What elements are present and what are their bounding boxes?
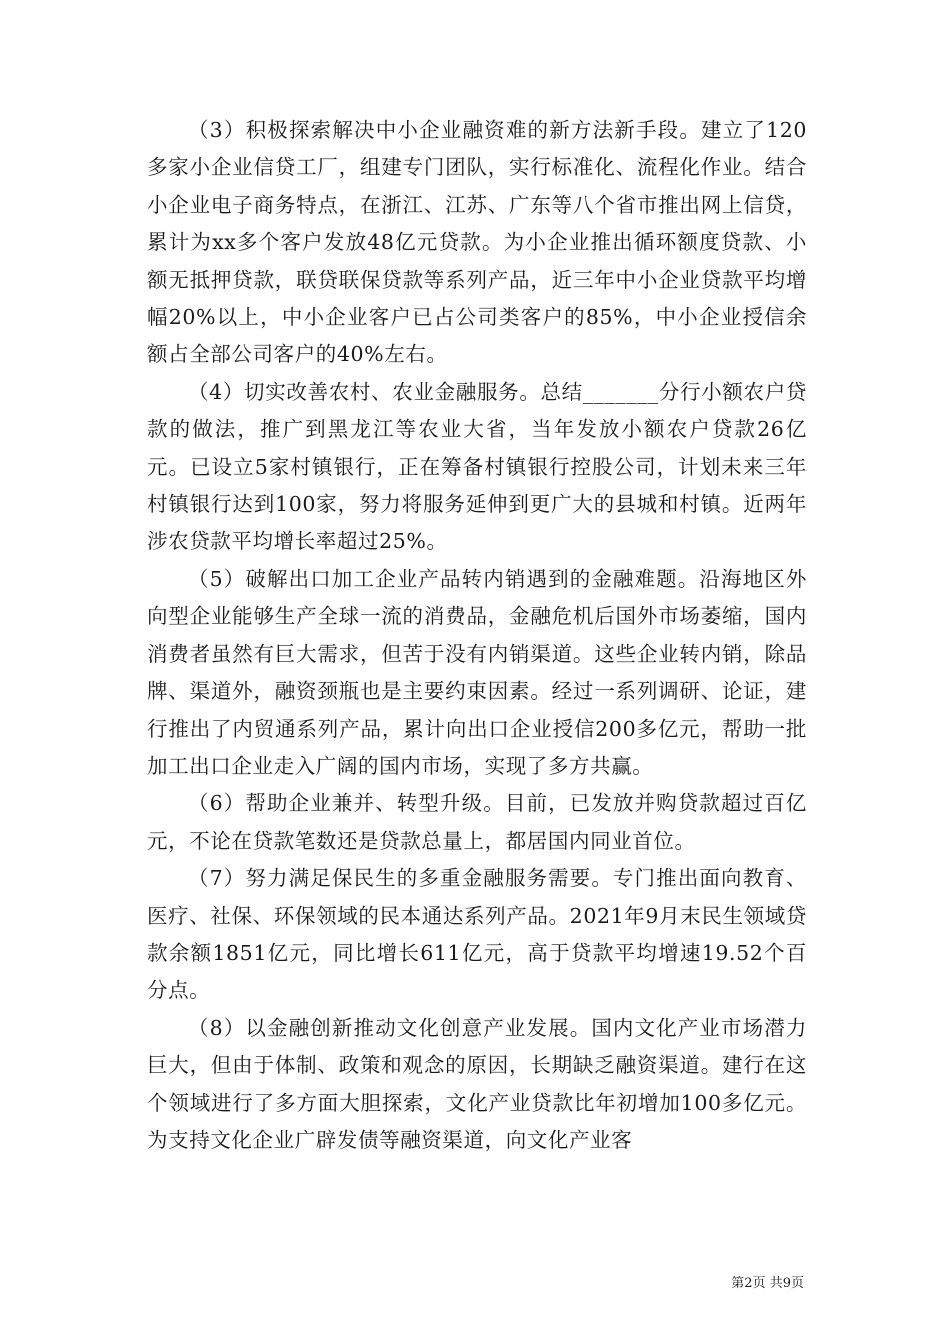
footer-total-pages: 9 <box>782 1276 791 1291</box>
paragraph-7: （7）努力满足保民生的多重金融服务需要。专门推出面向教育、医疗、社保、环保领域的民本通达系列产品。2021年9月末民生领域贷款余额1851亿元，同比增长611亿元，高于贷款平均增速19.52个百分点。 <box>147 866 807 1003</box>
paragraph-5: （5）破解出口加工企业产品转内销遇到的金融难题。沿海地区外向型企业能够生产全球一流的消费品，金融危机后国外市场萎缩，国内消费者虽然有巨大需求，但苦于没有内销渠道。这些企业转内销，除品牌、渠道外，融资颈瓶也是主要约束因素。经过一系列调研、论证，建行推出了内贸通系列产品，累计向出口企业授信200多亿元，帮助一批加工出口企业走入广阔的国内市场，实现了多方共赢。 <box>147 566 807 778</box>
paragraph-6: （6）帮助企业兼并、转型升级。目前，已发放并购贷款超过百亿元，不论在贷款笔数还是贷款总量上，都居国内同业首位。 <box>147 791 807 853</box>
paragraph-4: （4）切实改善农村、农业金融服务。总结_______分行小额农户贷款的做法，推广到黑龙江等农业大省，当年发放小额农户贷款26亿元。已设立5家村镇银行，正在筹备村镇银行控股公司，计划未来三年村镇银行达到100家，努力将服务延伸到更广大的县城和村镇。近两年涉农贷款平均增长率超过25%。 <box>147 379 807 554</box>
paragraph-3: （3）积极探索解决中小企业融资难的新方法新手段。建立了120多家小企业信贷工厂，组建专门团队，实行标准化、流程化作业。结合小企业电子商务特点，在浙江、江苏、广东等八个省市推出网上信贷，累计为xx多个客户发放48亿元贷款。为小企业推出循环额度贷款、小额无抵押贷款，联贷联保贷款等系列产品，近三年中小企业贷款平均增幅20%以上，中小企业客户已占公司类客户的85%，中小企业授信余额占全部公司客户的40%左右。 <box>147 118 807 367</box>
document-body <box>147 112 807 1159</box>
footer-suffix: 页 <box>790 1276 804 1291</box>
footer-prefix: 第 <box>731 1276 745 1291</box>
footer-middle: 页 共 <box>752 1276 783 1291</box>
footer-current-page: 2 <box>744 1276 753 1291</box>
paragraph-8: （8）以金融创新推动文化创意产业发展。国内文化产业市场潜力巨大，但由于体制、政策和观念的原因，长期缺乏融资渠道。建行在这个领域进行了多方面大胆探索，文化产业贷款比年初增加100多亿元。为支持文化企业广辟发债等融资渠道，向文化产业客 <box>147 1015 807 1152</box>
page-number-footer <box>731 1276 804 1292</box>
